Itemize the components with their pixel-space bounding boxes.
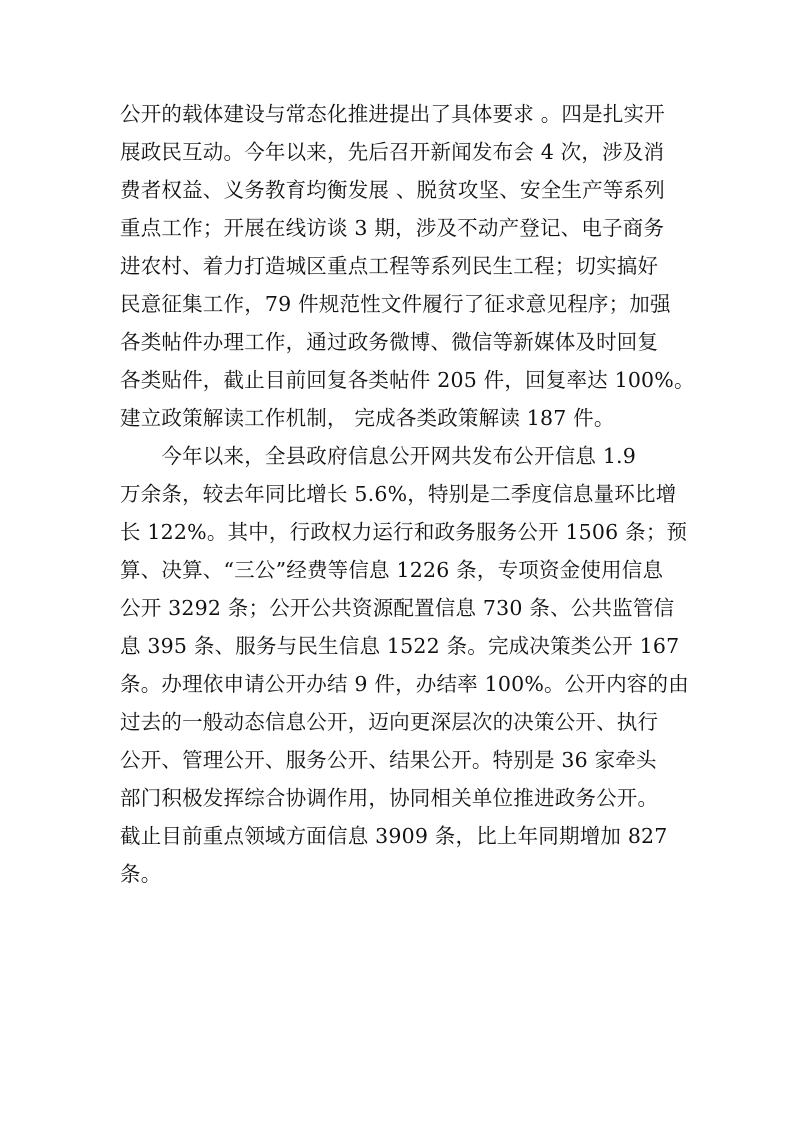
document-body (120, 95, 695, 893)
text-line: 建立政策解读工作机制， 完成各类政策解读 187 件。 (120, 406, 615, 430)
text-line: 过去的一般动态信息公开，迈向更深层次的决策公开、执行 (120, 710, 659, 734)
text-line: 各类贴件，截止目前回复各类帖件 205 件，回复率达 100%。 (120, 368, 695, 392)
text-line: 进农村、着力打造城区重点工程等系列民生工程；切实搞好 (120, 254, 659, 278)
text-line: 条。 (120, 862, 162, 886)
text-line: 展政民互动。今年以来，先后召开新闻发布会 4 次，涉及消 (120, 140, 665, 164)
text-line: 万余条，较去年同比增长 5.6%，特别是二季度信息量环比增 (120, 482, 677, 506)
text-line: 部门积极发挥综合协调作用，协同相关单位推进政务公开。 (120, 786, 659, 810)
text-line: 长 122%。其中，行政权力运行和政务服务公开 1506 条；预 (120, 520, 688, 544)
text-line: 息 395 条、服务与民生信息 1522 条。完成决策类公开 167 (120, 634, 680, 658)
text-line: 民意征集工作，79 件规范性文件履行了征求意见程序；加强 (120, 292, 671, 316)
text-line: 公开的载体建设与常态化推进提出了具体要求 。四是扎实开 (120, 102, 665, 126)
text-line: 算、决算、“三公”经费等信息 1226 条，专项资金使用信息 (120, 558, 664, 582)
text-line: 条。办理依申请公开办结 9 件，办结率 100%。公开内容的由 (120, 672, 689, 696)
text-line: 各类帖件办理工作，通过政务微博、微信等新媒体及时回复 (120, 330, 659, 354)
text-line: 重点工作；开展在线访谈 3 期，涉及不动产登记、电子商务 (120, 216, 665, 240)
text-line: 公开、管理公开、服务公开、结果公开。特别是 36 家牵头 (120, 748, 657, 772)
text-line: 截止目前重点领域方面信息 3909 条，比上年同期增加 827 (120, 824, 668, 848)
text-line: 公开 3292 条；公开公共资源配置信息 730 条、公共监管信 (120, 596, 675, 620)
text-line: 费者权益、义务教育均衡发展 、脱贫攻坚、安全生产等系列 (120, 178, 665, 202)
text-line: 今年以来，全县政府信息公开网共发布公开信息 1.9 (120, 444, 637, 468)
